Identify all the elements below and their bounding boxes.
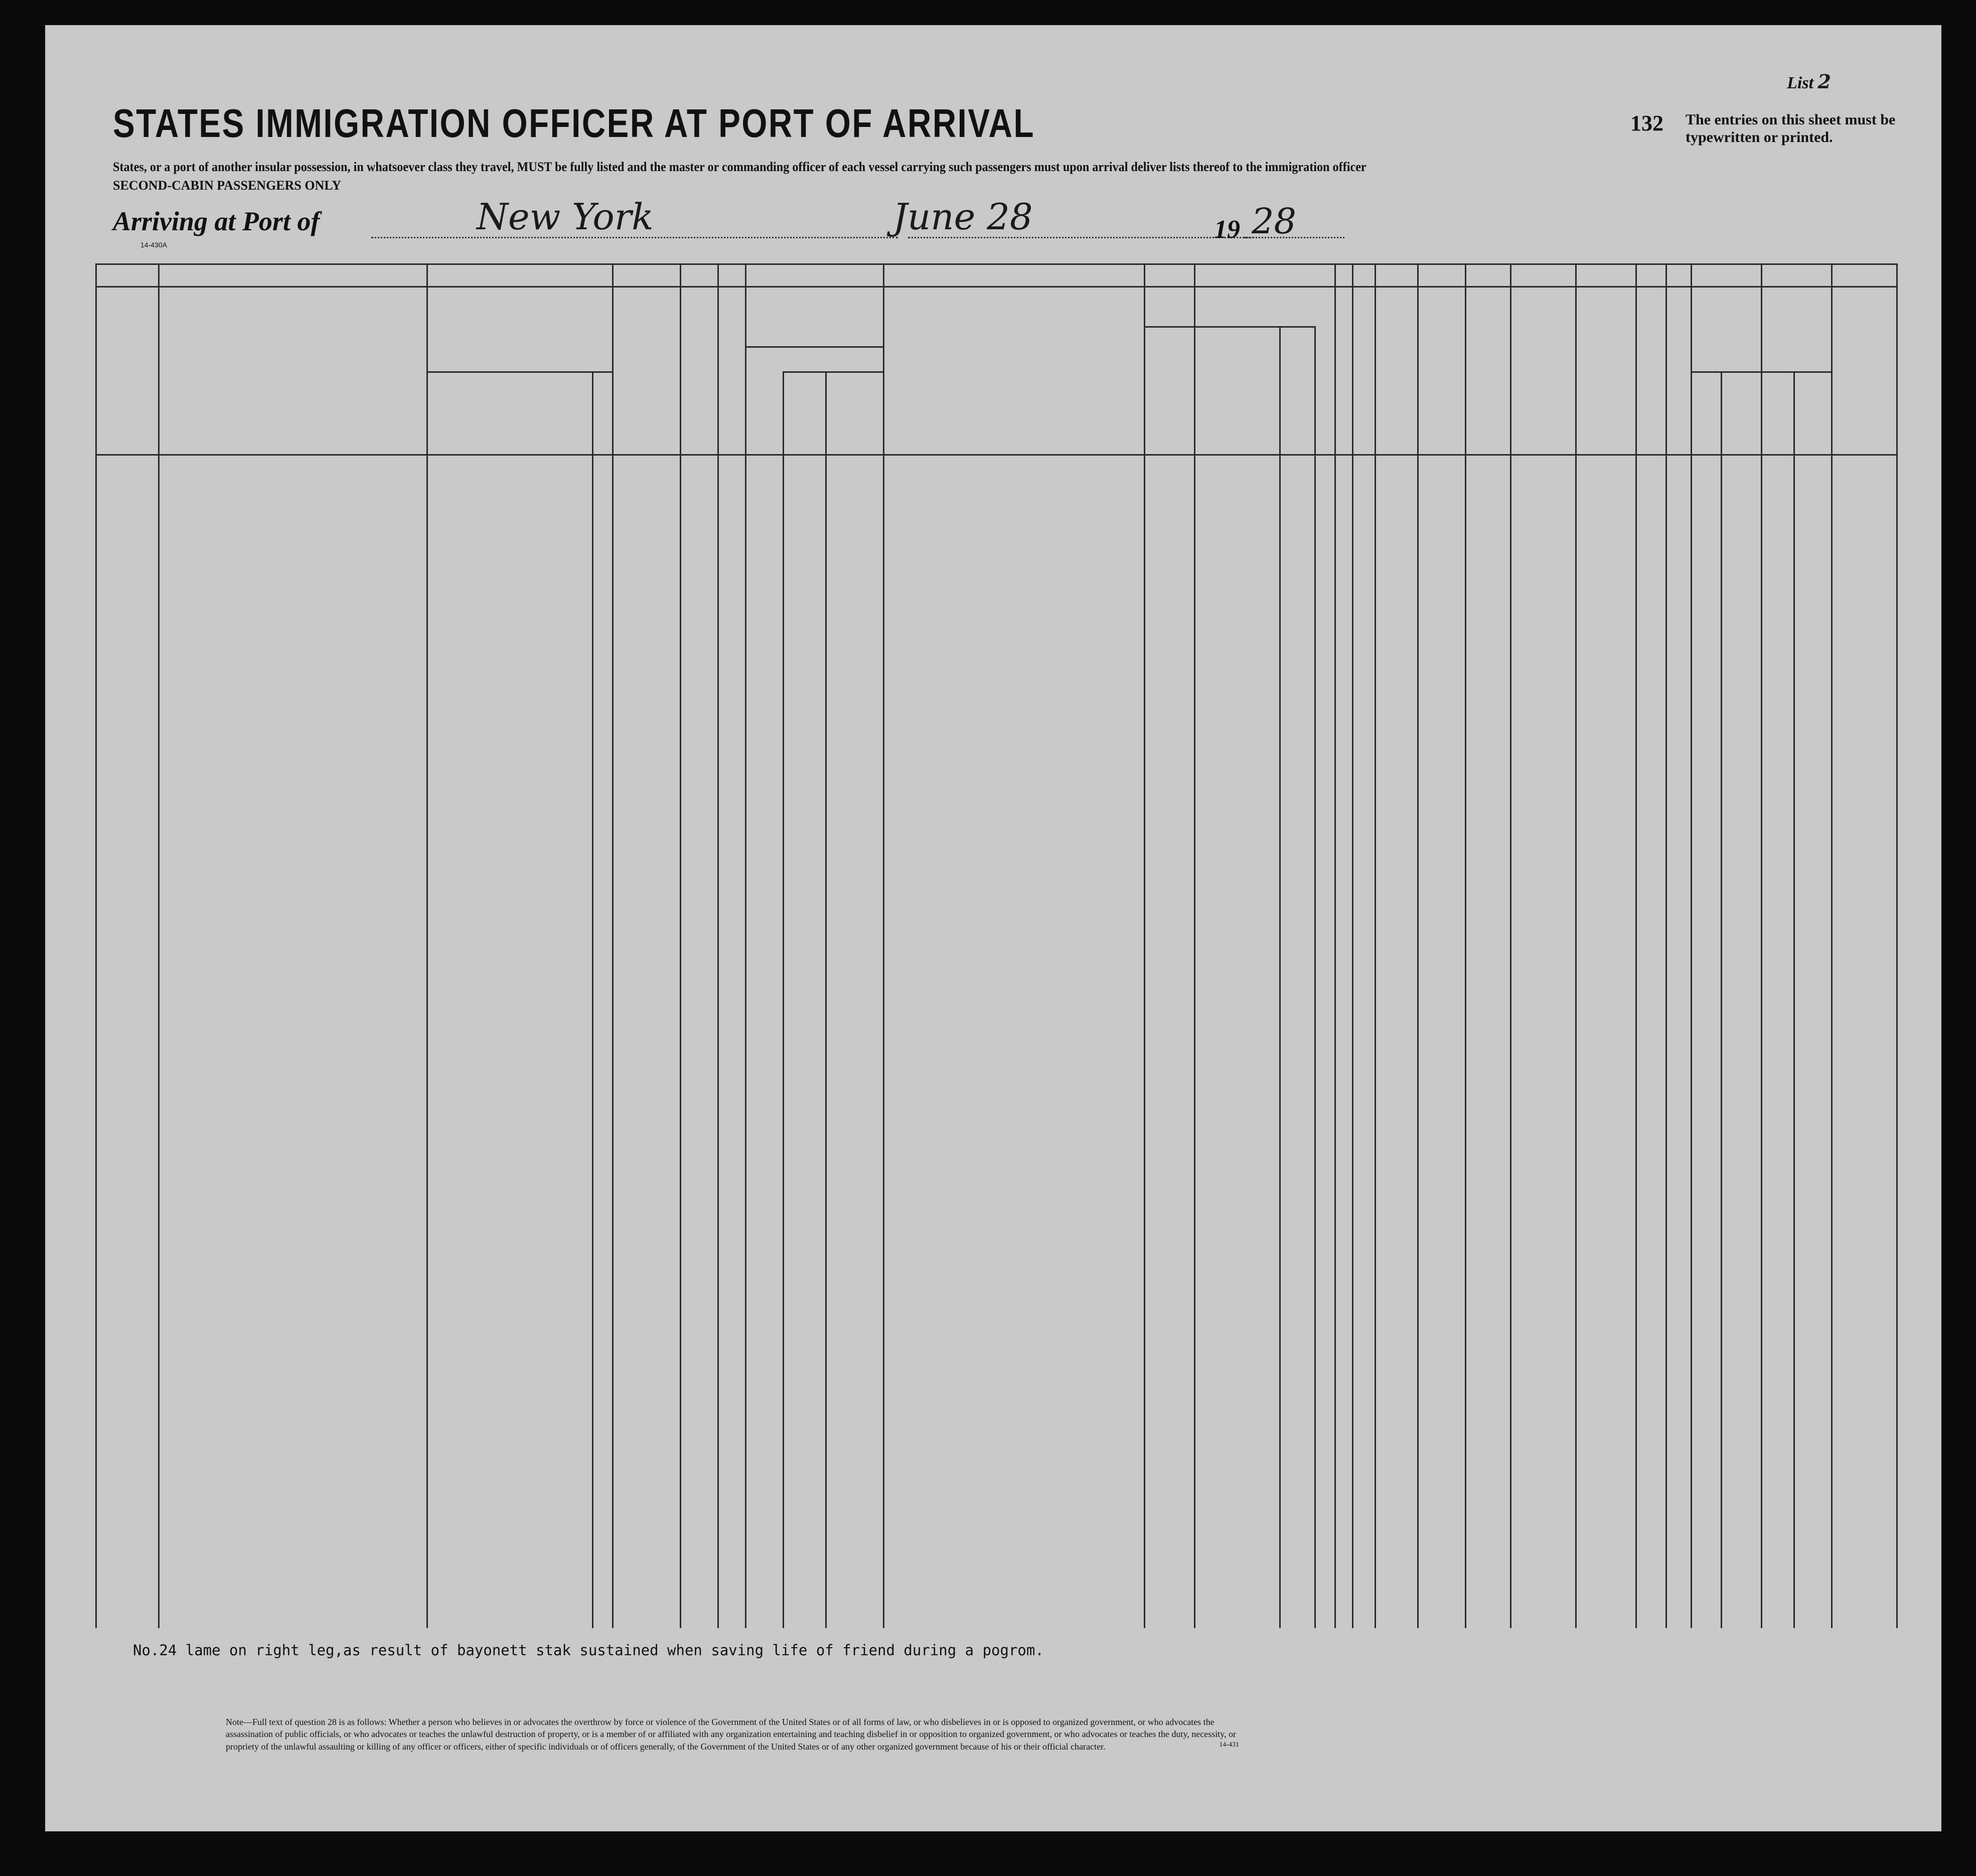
before-us-subhead-rule bbox=[745, 346, 883, 348]
port-value: New York bbox=[477, 196, 654, 238]
column-divider bbox=[426, 263, 428, 1628]
manifest-table bbox=[45, 25, 1941, 1831]
column-divider bbox=[1194, 263, 1195, 1628]
column-divider bbox=[1375, 263, 1376, 1628]
column-divider bbox=[612, 263, 614, 1628]
purpose-subhead-rule bbox=[1144, 326, 1314, 328]
header-before-us bbox=[745, 294, 883, 344]
column-divider bbox=[680, 263, 681, 1628]
column-divider bbox=[1510, 263, 1511, 1628]
column-divider bbox=[1831, 263, 1833, 1628]
column-divider bbox=[1465, 263, 1466, 1628]
header-purpose bbox=[1144, 296, 1314, 311]
header-final-destination-note bbox=[426, 322, 612, 342]
header-complexion bbox=[1691, 366, 1736, 401]
header-final-destination bbox=[426, 306, 612, 321]
column-divider bbox=[1761, 263, 1762, 1628]
sub-column-divider bbox=[1279, 326, 1281, 1628]
color-subhead-rule bbox=[1761, 371, 1831, 373]
column-divider bbox=[717, 263, 719, 1628]
header-marks bbox=[1821, 351, 1896, 386]
column-divider bbox=[883, 263, 884, 1628]
header-bottom-border bbox=[95, 454, 1896, 456]
column-divider bbox=[1417, 263, 1419, 1628]
typewritten-instruction: The entries on this sheet must be typewritten or printed. bbox=[1686, 111, 1896, 146]
header-color-of bbox=[1731, 311, 1801, 326]
column-divider bbox=[1575, 263, 1577, 1628]
list-label: List 2 bbox=[1787, 70, 1831, 93]
header-year-period bbox=[783, 386, 825, 416]
page-title: STATES IMMIGRATION OFFICER AT PORT OF ARRIVAL bbox=[113, 101, 1035, 146]
question-28-footnote: Note—Full text of question 28 is as follows: Whether a person who believes in or advocates the overthrow by force or violence of the Government of the United States or of all forms of law, or who disbelieves in or is opposed to organized government, or who advocates the assassination of public officials, or who advocates or teaches the unlawful destruction of property, or is a member of or affiliated with any organization entertaining and teaching disbelief in or opposition to organized government, or who advocates or teaches the duty, necessity, or propriety of the unlawful assaulting or killing of any officer or officers, either of specific individuals or of officers generally, of the Government of the United States or of any other organized government because of his or their official character. 14-431 bbox=[226, 1717, 1239, 1752]
header-passage-note bbox=[682, 351, 715, 416]
column-divider bbox=[1144, 263, 1145, 1628]
table-top-border bbox=[95, 263, 1896, 265]
column-number-row-border bbox=[95, 286, 1896, 287]
row-note: No.24 lame on right leg,as result of bayonett stak sustained when saving life of friend during a pogrom. bbox=[133, 1642, 1044, 1659]
header-where bbox=[825, 396, 883, 411]
header-city bbox=[592, 376, 612, 396]
arriving-label: Arriving at Port of bbox=[113, 206, 320, 236]
header-eyes bbox=[1763, 381, 1801, 396]
year-value: 28 bbox=[1252, 201, 1297, 242]
column-divider bbox=[1665, 263, 1667, 1628]
header-hair bbox=[1731, 381, 1763, 396]
column-divider bbox=[95, 263, 97, 1628]
column-divider bbox=[745, 263, 746, 1628]
column-divider bbox=[1691, 263, 1692, 1628]
sub-column-divider bbox=[1721, 371, 1722, 1628]
header-yes-no bbox=[745, 376, 783, 406]
form-code: 14-430A bbox=[140, 241, 167, 249]
sub-column-divider bbox=[825, 371, 827, 1628]
column-divider bbox=[158, 263, 160, 1628]
class-label: SECOND-CABIN PASSENGERS ONLY bbox=[113, 178, 342, 193]
header-condition bbox=[1510, 336, 1575, 396]
sub-column-divider bbox=[1314, 326, 1316, 1628]
header-relative bbox=[163, 346, 421, 396]
column-divider bbox=[1352, 263, 1353, 1628]
column-divider bbox=[1635, 263, 1637, 1628]
sub-column-divider bbox=[1793, 371, 1795, 1628]
header-joining bbox=[888, 341, 1139, 401]
sheet-number: 132 bbox=[1630, 111, 1663, 135]
header-if-yes bbox=[783, 351, 883, 366]
year-prefix: 19 bbox=[1214, 215, 1240, 244]
date-value: June 28 bbox=[893, 196, 1033, 238]
before-us-subhead-rule-2 bbox=[783, 371, 883, 373]
header-passage bbox=[680, 309, 717, 344]
column-divider bbox=[1334, 263, 1336, 1628]
header-state bbox=[426, 376, 592, 396]
destination-subhead-rule bbox=[426, 371, 612, 373]
intro-text: States, or a port of another insular possession, in whatsoever class they travel, MUST be fully listed and the master or commanding officer of each vessel carrying such passengers must upon arrival deliver lists thereof to the immigration officer bbox=[113, 160, 1366, 174]
manifest-sheet bbox=[45, 25, 1941, 1831]
header-deformed bbox=[1575, 321, 1635, 411]
header-no-on-list bbox=[95, 361, 158, 391]
column-divider bbox=[1896, 263, 1898, 1628]
sub-column-divider bbox=[592, 371, 593, 1628]
header-height bbox=[1635, 311, 1691, 326]
sub-column-divider bbox=[783, 371, 784, 1628]
